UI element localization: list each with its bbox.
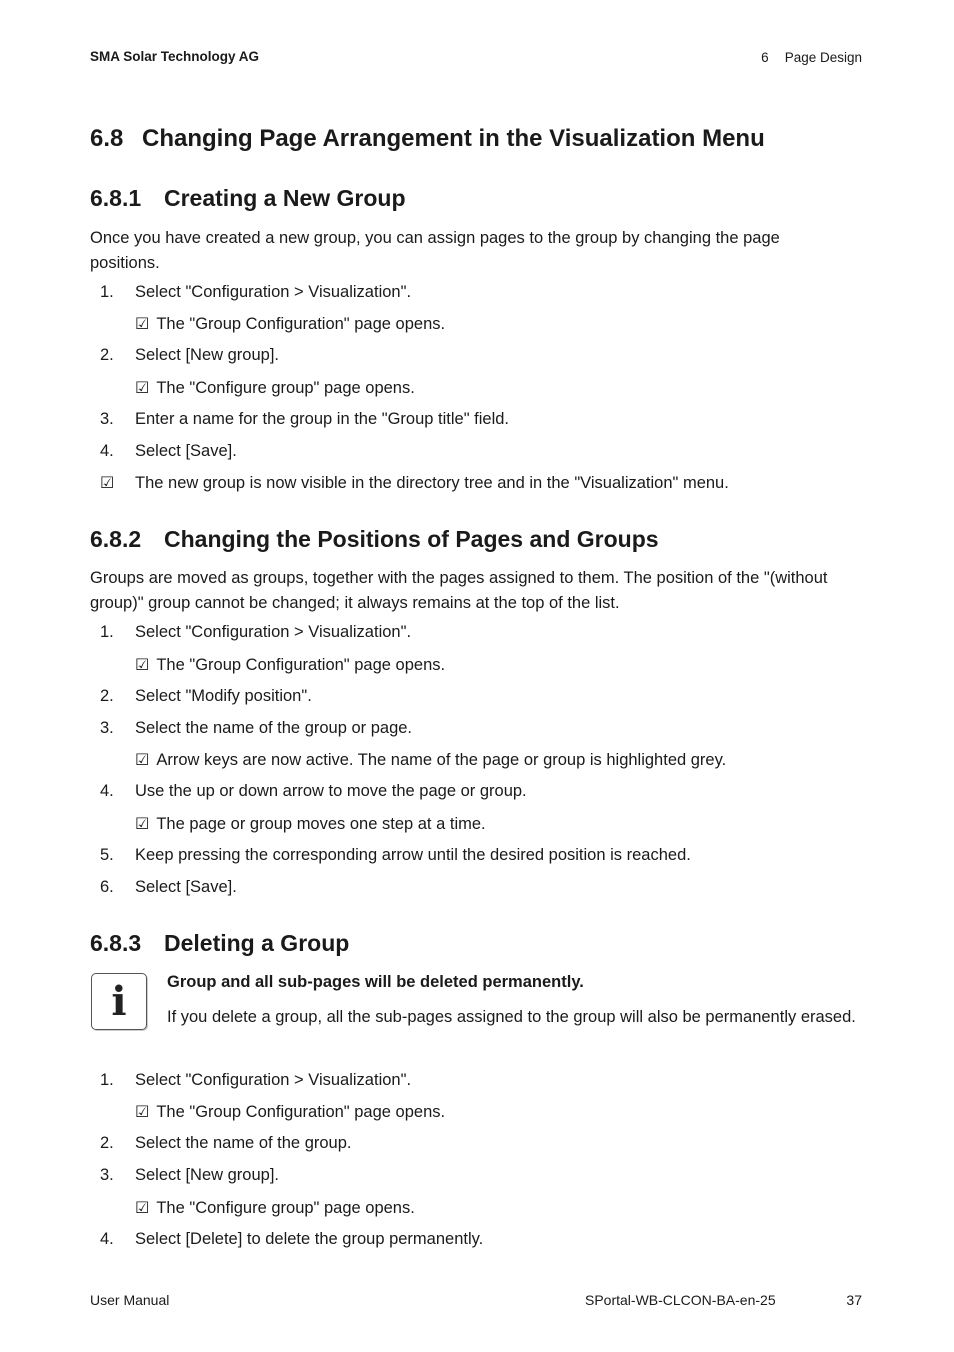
step <box>100 719 412 738</box>
step-number: 1. <box>100 1071 114 1089</box>
intro-paragraph: Once you have created a new group, you can assign pages to the group by changing the page positions. <box>90 229 780 272</box>
result-text: The "Configure group" page opens. <box>156 1199 415 1217</box>
step-text: Select "Modify position". <box>135 687 312 705</box>
step <box>100 346 279 365</box>
chapter-title: Page Design <box>784 50 862 65</box>
note-title: Group and all sub-pages will be deleted permanently. <box>167 973 584 991</box>
result-text: The "Group Configuration" page opens. <box>156 1103 446 1121</box>
checkbox-checked-icon: ☑ <box>135 378 150 397</box>
subsection-heading-1 <box>90 185 406 212</box>
checkmark-glyph: ☑ <box>100 473 115 492</box>
step-number: 3. <box>100 719 114 737</box>
step <box>100 782 527 801</box>
step-text: Enter a name for the group in the "Group title" field. <box>135 410 510 428</box>
result-text: Arrow keys are now active. The name of the page or group is highlighted grey. <box>156 751 727 769</box>
step-text: Select [Delete] to delete the group permanently. <box>135 1230 484 1248</box>
step-number: 5. <box>100 846 114 864</box>
checkbox-checked-icon: ☑ <box>135 655 150 674</box>
subsection-title: Changing the Positions of Pages and Groups <box>164 526 659 552</box>
checkbox-checked-icon: ☑ <box>135 1198 150 1217</box>
checkbox-checked-icon: ☑ <box>135 814 150 833</box>
checkbox-checked-icon: ☑ <box>135 750 150 769</box>
step <box>100 1166 279 1185</box>
step-number: 4. <box>100 442 114 460</box>
step-text: Use the up or down arrow to move the page or group. <box>135 782 527 800</box>
subsection-title: Deleting a Group <box>164 930 350 956</box>
result-text: The "Group Configuration" page opens. <box>156 656 446 674</box>
step-number: 2. <box>100 687 114 705</box>
subsection-number: 6.8.3 <box>90 930 142 956</box>
final-result <box>100 473 729 493</box>
step-result <box>135 378 415 398</box>
step-text: Keep pressing the corresponding arrow until the desired position is reached. <box>135 846 691 864</box>
subsection-heading-3 <box>90 930 349 957</box>
step-result <box>135 655 445 675</box>
step-result <box>135 750 726 770</box>
step-text: Select [Save]. <box>135 878 237 896</box>
subsection-title: Creating a New Group <box>164 185 406 211</box>
result-text: The "Configure group" page opens. <box>156 379 415 397</box>
header-chapter <box>761 50 862 65</box>
step-number: 2. <box>100 1134 114 1152</box>
step-text: Select "Configuration > Visualization". <box>135 283 412 301</box>
checkbox-checked-icon: ☑ <box>135 1102 150 1121</box>
step-text: Select [New group]. <box>135 346 279 364</box>
step <box>100 1071 411 1090</box>
step <box>100 846 691 865</box>
info-icon-glyph: i <box>111 977 127 1025</box>
subsection-number: 6.8.1 <box>90 185 142 211</box>
step-number: 1. <box>100 623 114 641</box>
step-number: 4. <box>100 1230 114 1248</box>
step <box>100 410 509 429</box>
step <box>100 1230 483 1249</box>
chapter-number: 6 <box>761 50 769 65</box>
step-text: Select the name of the group or page. <box>135 719 413 737</box>
step-result <box>135 314 445 334</box>
final-result-text: The new group is now visible in the directory tree and in the "Visualization" menu. <box>135 474 729 492</box>
step-result <box>135 814 486 834</box>
intro-paragraph: Groups are moved as groups, together with the pages assigned to them. The position of the "(without group)" group cannot be changed; it always remains at the top of the list. <box>90 569 828 612</box>
info-icon <box>91 973 147 1030</box>
step-number: 3. <box>100 410 114 428</box>
step-number: 3. <box>100 1166 114 1184</box>
step-text: Select [Save]. <box>135 442 237 460</box>
section-number: 6.8 <box>90 125 124 152</box>
footer-page-number: 37 <box>846 1292 862 1308</box>
footer-document-id: SPortal-WB-CLCON-BA-en-25 <box>585 1292 776 1308</box>
footer-manual-label: User Manual <box>90 1292 170 1308</box>
checkbox-checked-icon: ☑ <box>135 314 150 333</box>
step <box>100 878 237 897</box>
step <box>100 283 411 302</box>
step-text: Select "Configuration > Visualization". <box>135 623 412 641</box>
step-text: Select "Configuration > Visualization". <box>135 1071 412 1089</box>
step-result <box>135 1102 445 1122</box>
checkbox-checked-icon <box>100 473 135 493</box>
step <box>100 687 312 706</box>
subsection-heading-2 <box>90 526 659 553</box>
step-number: 2. <box>100 346 114 364</box>
step-result <box>135 1198 415 1218</box>
section-title: Changing Page Arrangement in the Visualization Menu <box>142 125 765 152</box>
result-text: The "Group Configuration" page opens. <box>156 315 446 333</box>
step <box>100 623 411 642</box>
step-text: Select the name of the group. <box>135 1134 352 1152</box>
header-company: SMA Solar Technology AG <box>90 49 260 64</box>
step-text: Select [New group]. <box>135 1166 279 1184</box>
step-number: 6. <box>100 878 114 896</box>
section-heading <box>90 125 765 153</box>
step <box>100 442 237 461</box>
step-number: 4. <box>100 782 114 800</box>
result-text: The page or group moves one step at a time. <box>156 815 486 833</box>
step-number: 1. <box>100 283 114 301</box>
subsection-number: 6.8.2 <box>90 526 142 552</box>
note-text: If you delete a group, all the sub-pages assigned to the group will also be permanently erased. <box>167 1008 856 1026</box>
step <box>100 1134 351 1153</box>
